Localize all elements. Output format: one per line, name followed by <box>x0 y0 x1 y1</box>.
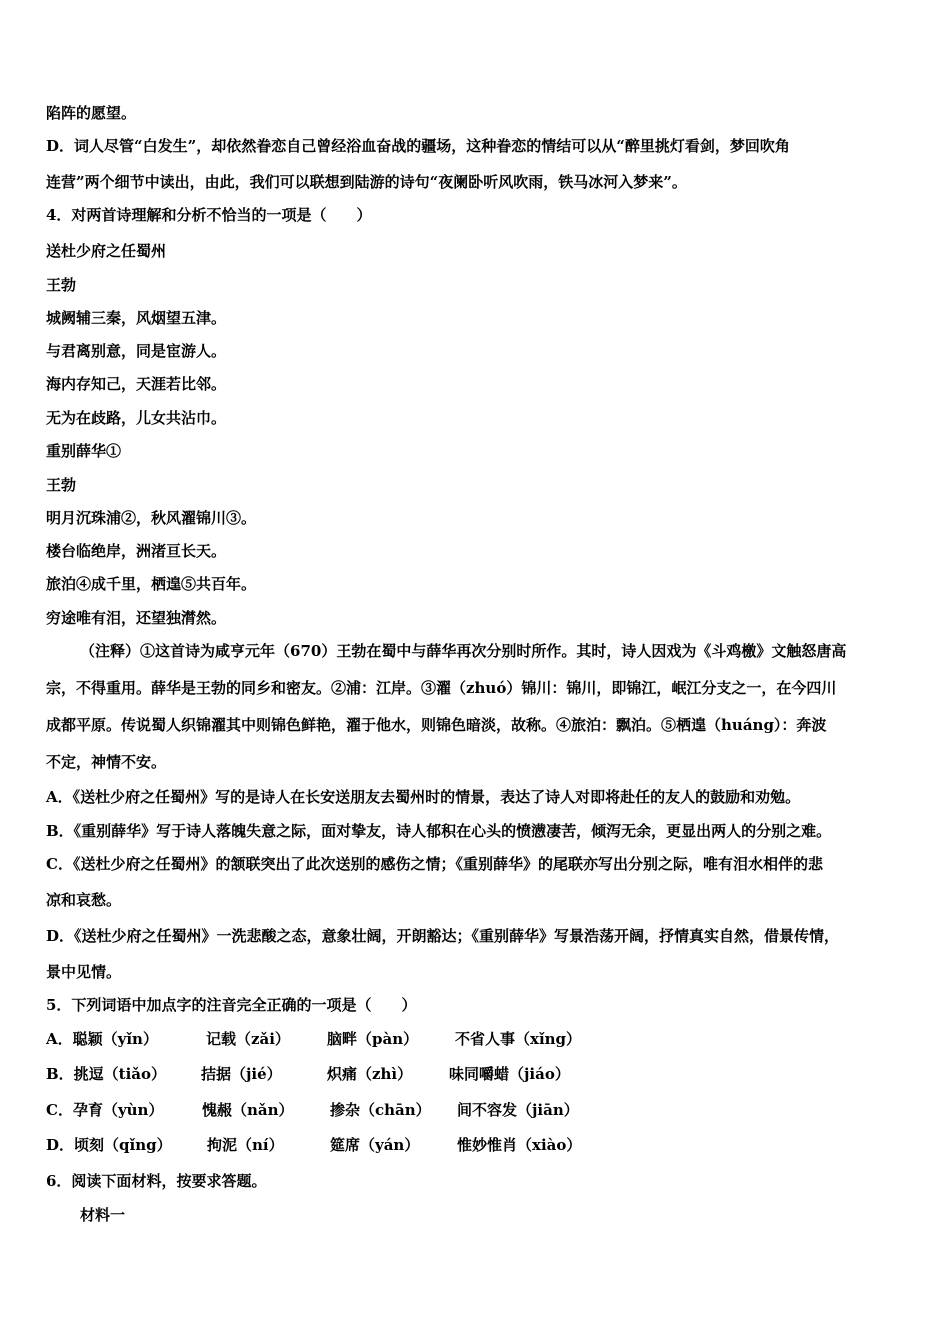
option-d-line-2: 景中见情。 <box>46 963 122 981</box>
q5-option-d-3: 筵席（yán） <box>330 1136 420 1154</box>
annotation-line: 宗，不得重用。薛华是王勃的同乡和密友。②浦：江岸。③濯（zhuó）锦川：锦川，即锦江，岷江分支之一，在今四川 <box>46 679 837 697</box>
option-c-line-2: 凉和哀愁。 <box>46 891 122 909</box>
q5-option-b-1: B．挑逗（tiǎo） <box>46 1065 167 1083</box>
q5-option-c-4: 间不容发（jiān） <box>457 1101 579 1119</box>
text-line: 陷阵的愿望。 <box>46 104 137 122</box>
q5-option-a-3: 脑畔（pàn） <box>327 1030 419 1048</box>
poem-1-author: 王勃 <box>46 276 77 294</box>
option-b: B．《重别薛华》写于诗人落魄失意之际，面对挚友，诗人郁积在心头的愤懑凄苦，倾泻无余，更显出两人的分别之难。 <box>46 822 832 840</box>
option-a: A．《送杜少府之任蜀州》写的是诗人在长安送朋友去蜀州时的情景，表达了诗人对即将赴任的友人的鼓励和劝勉。 <box>46 788 801 806</box>
q5-option-b-4: 味同嚼蜡（jiáo） <box>449 1065 570 1083</box>
q5-option-c-2: 愧赧（nǎn） <box>202 1101 294 1119</box>
option-c-line-1: C．《送杜少府之任蜀州》的颔联突出了此次送别的感伤之情；《重别薛华》的尾联亦写出分别之际，唯有泪水相伴的悲 <box>46 855 823 873</box>
poem-1-title: 送杜少府之任蜀州 <box>46 242 167 260</box>
poem-line: 穷途唯有泪，还望独潸然。 <box>46 609 227 627</box>
poem-line: 楼台临绝岸，洲渚亘长天。 <box>46 542 227 560</box>
poem-line: 无为在歧路，儿女共沾巾。 <box>46 409 227 427</box>
q5-option-c-3: 掺杂（chān） <box>330 1101 431 1119</box>
option-d-line-2: 连营”两个细节中读出，由此，我们可以联想到陆游的诗句“夜阑卧听风吹雨，铁马冰河入梦来”。 <box>46 173 687 191</box>
q5-option-a-2: 记载（zǎi） <box>206 1030 290 1048</box>
q5-option-a-4: 不省人事（xǐng） <box>455 1030 582 1048</box>
annotation-line: （注释）①这首诗为咸亨元年（670）王勃在蜀中与薛华再次分别时所作。其时，诗人因戏为《斗鸡檄》文触怒唐高 <box>80 642 847 660</box>
poem-line: 城阙辅三秦，风烟望五津。 <box>46 309 227 327</box>
question-4: 4．对两首诗理解和分析不恰当的一项是（ ） <box>46 206 372 224</box>
q5-option-d-4: 惟妙惟肖（xiào） <box>457 1136 582 1154</box>
option-d-line-1: D．《送杜少府之任蜀州》一洗悲酸之态，意象壮阔，开朗豁达；《重别薛华》写景浩荡开阔，抒情真实自然，借景传情， <box>46 927 840 945</box>
q5-option-b-2: 拮据（jié） <box>201 1065 282 1083</box>
material-1-heading: 材料一 <box>80 1206 126 1224</box>
poem-2-author: 王勃 <box>46 476 77 494</box>
question-5: 5．下列词语中加点字的注音完全正确的一项是（ ） <box>46 996 417 1014</box>
q5-option-b-3: 炽痛（zhì） <box>327 1065 413 1083</box>
question-6: 6．阅读下面材料，按要求答题。 <box>46 1172 267 1190</box>
annotation-line: 不定，神情不安。 <box>46 753 167 771</box>
poem-line: 明月沉珠浦②，秋风濯锦川③。 <box>46 509 257 527</box>
poem-line: 与君离别意，同是宦游人。 <box>46 342 227 360</box>
poem-2-title: 重别薛华① <box>46 442 122 460</box>
q5-option-d-1: D．顷刻（qǐng） <box>46 1136 172 1154</box>
q5-option-c-1: C．孕育（yùn） <box>46 1101 164 1119</box>
poem-line: 海内存知己，天涯若比邻。 <box>46 375 227 393</box>
annotation-line: 成都平原。传说蜀人织锦濯其中则锦色鲜艳，濯于他水，则锦色暗淡，故称。④旅泊：飘泊。⑤栖遑（huáng）：奔波 <box>46 716 827 734</box>
option-d-line-1: D．词人尽管“白发生”，却依然眷恋自己曾经浴血奋战的疆场，这种眷恋的情结可以从“醉里挑灯看剑，梦回吹角 <box>46 137 790 155</box>
q5-option-a-1: A．聪颖（yǐn） <box>46 1030 158 1048</box>
poem-line: 旅泊④成千里，栖遑⑤共百年。 <box>46 575 257 593</box>
q5-option-d-2: 拘泥（ní） <box>207 1136 284 1154</box>
